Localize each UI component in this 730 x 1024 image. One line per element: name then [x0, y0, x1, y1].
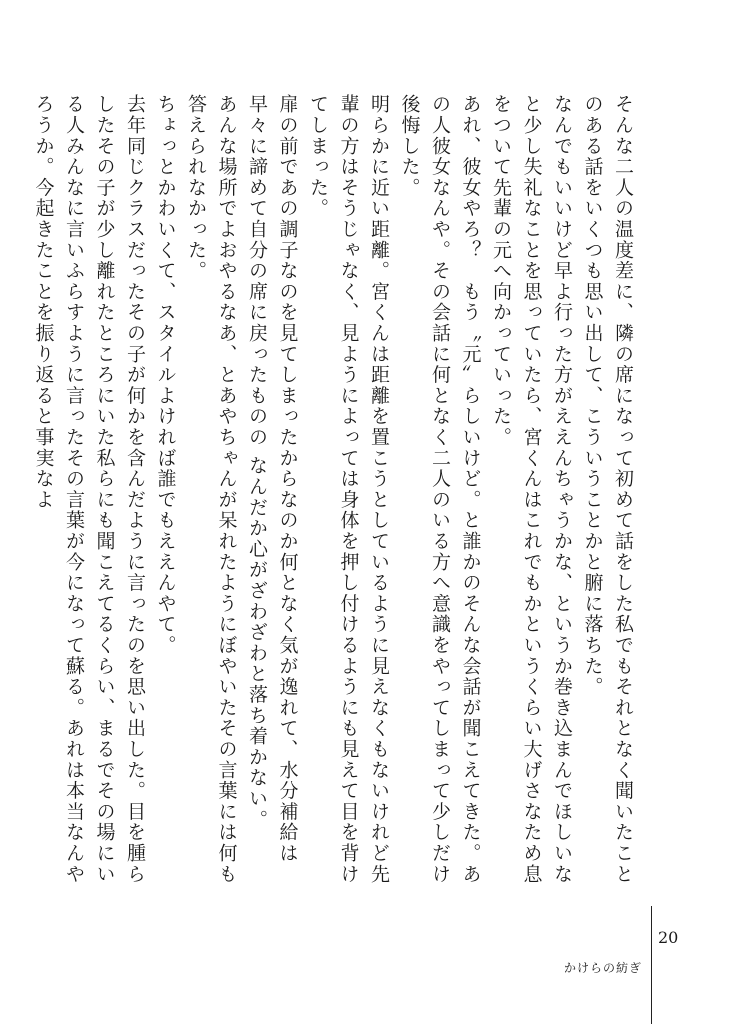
paragraph-1: そんな二人の温度差に、隣の席になって初めて話をした私でもそれとなく聞いたことのある話をいくつも思い出して、こういうことかと腑に落ちた。: [581, 94, 634, 885]
vertical-text-body: [32, 94, 638, 894]
footer-divider: [651, 906, 652, 1024]
running-title: かけらの紡ぎ: [563, 961, 642, 975]
paragraph-3: あれ、彼女やろ？ もう〝元〟らしいけど。と誰かのそんな会話が聞こえてきた。あの人彼女なんや。その会話に何となく二人のいる方へ意識をやってしまって少しだけ後悔した。: [398, 94, 482, 885]
paragraph-5: 扉の前であの調子なのを見てしまったからなのか何となく気が逸れて、水分補給は早々に諦めて自分の席に戻ったものの なんだか心がざわざわと落ち着かない。: [246, 94, 299, 864]
page-number: 20: [658, 928, 679, 947]
paragraph-6: あんな場所でよおやるなあ、とあやちゃんが呆れたようにぼやいたその言葉には何も答えられなかった。: [185, 94, 238, 885]
paragraph-4: 明らかに近い距離。宮くんは距離を置こうとしているように見えなくもないけれど先輩の方はそうじゃなく、見ようによっては身体を押し付けるようにも見えて目を背けてしまった。: [307, 94, 390, 885]
paragraph-8: 去年同じクラスだったその子が何かを含んだように言ったのを思い出した。目を腫らしたその子が少し離れたところにいた私らにも聞こえてるくらい、まるでその場にいる人みんなに言いふらすように言ったその言葉が今になって蘇る。あれは本当なんやろうか。今起きたことを振り返ると事実なよ: [32, 94, 146, 885]
paragraph-7: ちょっとかわいくて、スタイルよければ誰でもええんやて。: [154, 94, 177, 656]
paragraph-2: なんでもいいけど早よ行った方がええんちゃうかな、というか巻き込まんでほしいなと少し失礼なことを思っていたら、宮くんはこれでもかというくらい大げさなため息をついて先輩の元へ向かっていった。: [490, 94, 573, 885]
